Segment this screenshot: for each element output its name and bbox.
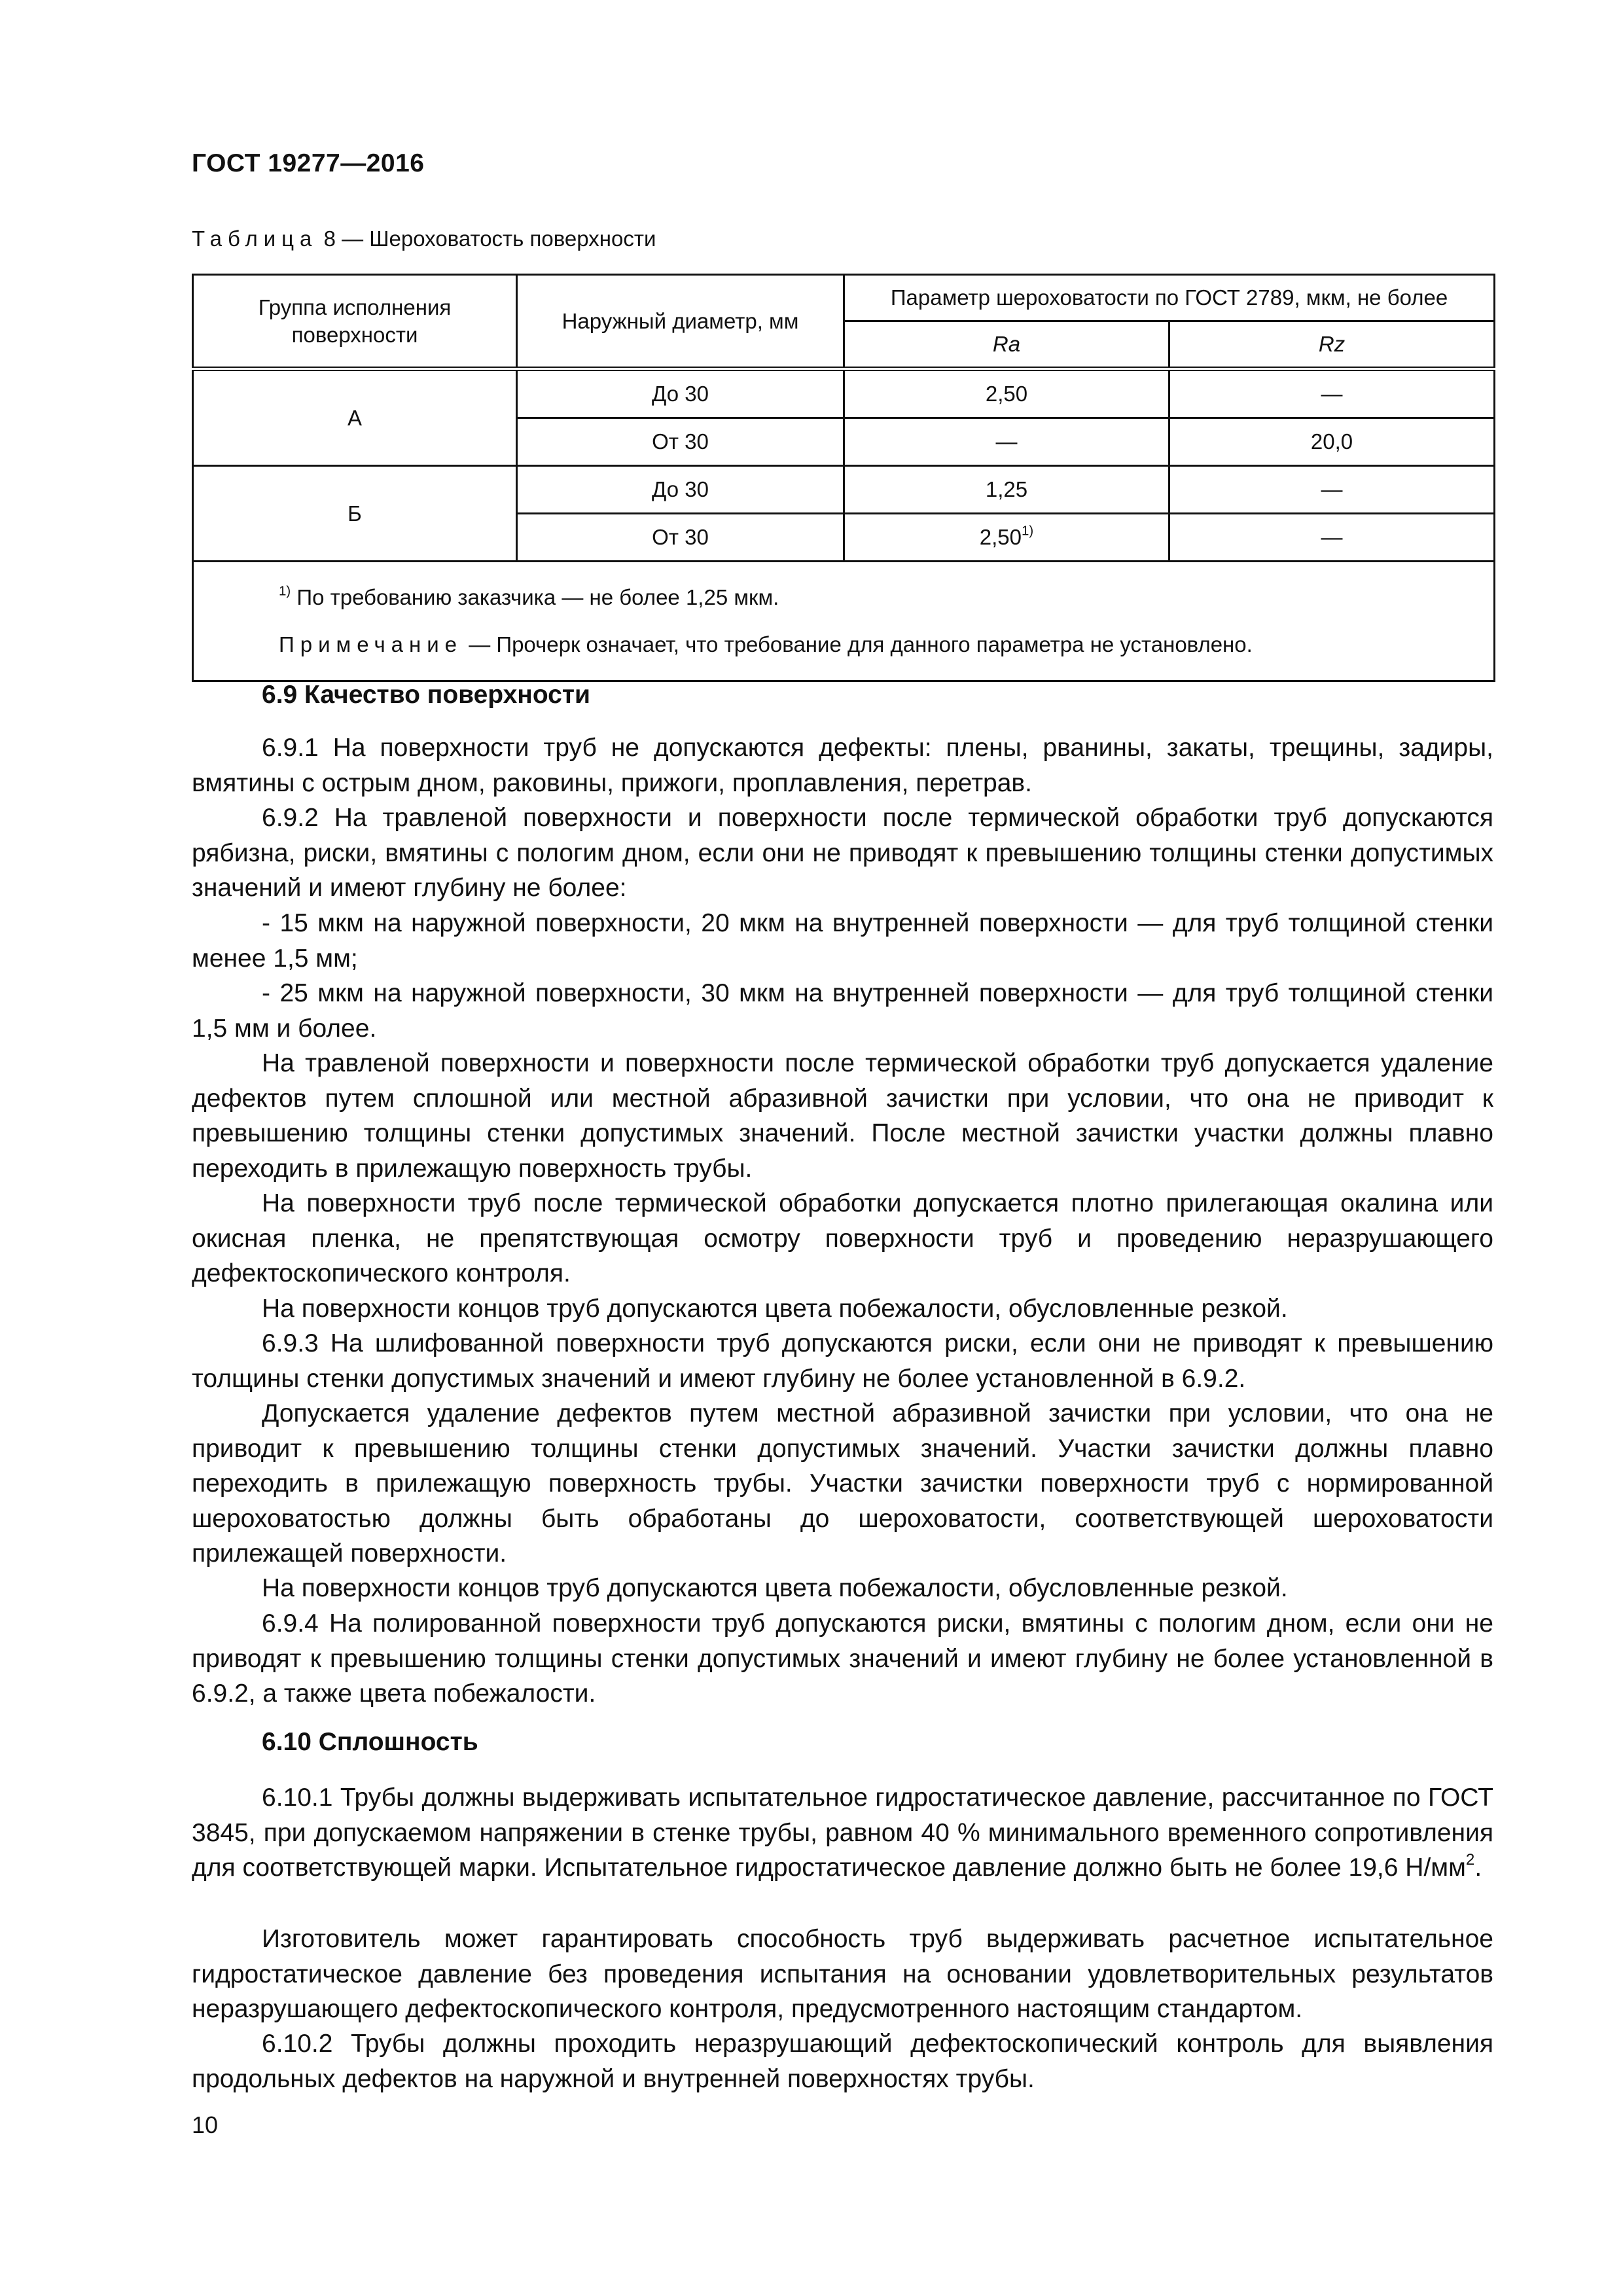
header-diameter: Наружный диаметр, мм bbox=[517, 275, 844, 369]
cell-diameter: До 30 bbox=[517, 466, 844, 514]
paragraph-6-9-1: 6.9.1 На поверхности труб не допускаются дефекты: плены, рванины, закаты, трещины, задиры, вмятины с острым дном, раковины, прижоги, проплавления, перетрав. bbox=[192, 734, 1493, 797]
cell-diameter: От 30 bbox=[517, 514, 844, 562]
paragraph-6-9-3: 6.9.3 На шлифованной поверхности труб допускаются риски, если они не приводят к превышению толщины стенки допустимых значений и имеют глубину не более установленной в 6.9.2. bbox=[192, 1329, 1493, 1393]
cell-rz: — bbox=[1169, 466, 1495, 514]
page-number: 10 bbox=[192, 2111, 219, 2138]
note-label: Примечание bbox=[279, 632, 463, 656]
cell-diameter: От 30 bbox=[517, 418, 844, 466]
header-group: Группа исполнения поверхности bbox=[193, 275, 517, 369]
cell-ra: 1,25 bbox=[844, 466, 1169, 514]
cell-ra: 2,50 bbox=[844, 369, 1169, 418]
paragraph-item-15: - 15 мкм на наружной поверхности, 20 мкм на внутренней поверхности — для труб толщиной стенки менее 1,5 мм; bbox=[192, 909, 1493, 973]
cell-rz: 20,0 bbox=[1169, 418, 1495, 466]
cell-rz: — bbox=[1169, 369, 1495, 418]
paragraph-abrasive: На травленой поверхности и поверхности после термической обработки труб допускается удаление дефектов путем сплошной или местной абразивной зачистки при условии, что она не приводит к превышению толщины стенки допустимых значений. После местной зачистки участки должны плавно переходить в прилежащую поверхность трубы. bbox=[192, 1049, 1493, 1183]
footnote-text: По требованию заказчика — не более 1,25 мкм. bbox=[296, 585, 779, 609]
paragraph-6-10-1-text: 6.10.1 Трубы должны выдерживать испытательное гидростатическое давление, рассчитанное по ГОСТ 3845, при допускаемом напряжении в стенке трубы, равном 40 % минимального временного сопротивления для соответствующей марки. Испытательное гидростатическое давление должно быть не более 19,6 Н/мм bbox=[192, 1784, 1493, 1882]
cell-ra bbox=[844, 514, 1169, 562]
table-caption-text: 8 — Шероховатость поверхности bbox=[323, 226, 656, 251]
cell-ra: — bbox=[844, 418, 1169, 466]
table-caption-label: Таблица bbox=[192, 226, 318, 251]
cell-group: Б bbox=[193, 466, 517, 562]
superscript-2: 2 bbox=[1465, 1851, 1475, 1869]
table-footnote bbox=[279, 574, 1493, 621]
paragraph-6-9-4: 6.9.4 На полированной поверхности труб допускаются риски, вмятины с пологим дном, если они не приводят к превышению толщины стенки допустимых значений и имеют глубину не более установленной в 6.9.2, а также цвета побежалости. bbox=[192, 1609, 1493, 1708]
paragraph-item-25: - 25 мкм на наружной поверхности, 30 мкм на внутренней поверхности — для труб толщиной стенки 1,5 мм и более. bbox=[192, 979, 1493, 1043]
note-text: — Прочерк означает, что требование для данного параметра не установлено. bbox=[469, 632, 1253, 656]
cell-diameter: До 30 bbox=[517, 369, 844, 418]
document-header: ГОСТ 19277—2016 bbox=[192, 149, 425, 177]
table-caption bbox=[192, 226, 656, 251]
header-rz: Rz bbox=[1169, 321, 1495, 369]
paragraph-6-10-1-end: . bbox=[1474, 1854, 1482, 1882]
cell-ra-value: 2,50 bbox=[979, 525, 1022, 549]
cell-group: А bbox=[193, 369, 517, 466]
footnote-ref: 1) bbox=[1022, 523, 1034, 539]
table-row bbox=[193, 369, 1495, 418]
paragraph-6-10-1 bbox=[192, 1780, 1493, 1886]
paragraph-6-10-2: 6.10.2 Трубы должны проходить неразрушающий дефектоскопический контроль для выявления продольных дефектов на наружной и внутренней поверхностях трубы. bbox=[192, 2030, 1493, 2093]
header-ra: Ra bbox=[844, 321, 1169, 369]
cell-rz: — bbox=[1169, 514, 1495, 562]
paragraph-tarnish-2: На поверхности концов труб допускаются цвета побежалости, обусловленные резкой. bbox=[262, 1574, 1288, 1602]
section-title-6-9: 6.9 Качество поверхности bbox=[262, 681, 590, 709]
table-header-row bbox=[193, 275, 1495, 321]
paragraph-scale: На поверхности труб после термической обработки допускается плотно прилегающая окалина или окисная пленка, не препятствующая осмотру поверхности труб и проведению неразрушающего дефектоскопического контроля. bbox=[192, 1189, 1493, 1287]
table-note bbox=[279, 621, 1493, 668]
paragraph-tarnish-1: На поверхности концов труб допускаются цвета побежалости, обусловленные резкой. bbox=[262, 1295, 1288, 1323]
table-notes-row bbox=[193, 562, 1495, 681]
table-row bbox=[193, 466, 1495, 514]
table-notes bbox=[193, 562, 1495, 681]
footnote-mark: 1) bbox=[279, 583, 291, 599]
paragraph-local-cleaning: Допускается удаление дефектов путем местной абразивной зачистки при условии, что она не приводит к превышению толщины стенки допустимых значений. Участки зачистки должны плавно переходить в прилежащую поверхность трубы. Участки зачистки поверхности труб с нормированной шероховатостью должны быть обработаны до шероховатости, соответствующей шероховатости прилежащей поверхности. bbox=[192, 1399, 1493, 1568]
paragraph-manufacturer: Изготовитель может гарантировать способность труб выдерживать расчетное испытательное гидростатическое давление без проведения испытания на основании удовлетворительных результатов неразрушающего дефектоскопического контроля, предусмотренного настоящим стандартом. bbox=[192, 1925, 1493, 2023]
header-param: Параметр шероховатости по ГОСТ 2789, мкм, не более bbox=[844, 275, 1495, 321]
paragraph-6-9-2: 6.9.2 На травленой поверхности и поверхности после термической обработки труб допускаются рябизна, риски, вмятины с пологим дном, если они не приводят к превышению толщины стенки допустимых значений и имеют глубину не более: bbox=[192, 804, 1493, 902]
roughness-table bbox=[192, 274, 1495, 682]
section-title-6-10: 6.10 Сплошность bbox=[262, 1728, 478, 1756]
